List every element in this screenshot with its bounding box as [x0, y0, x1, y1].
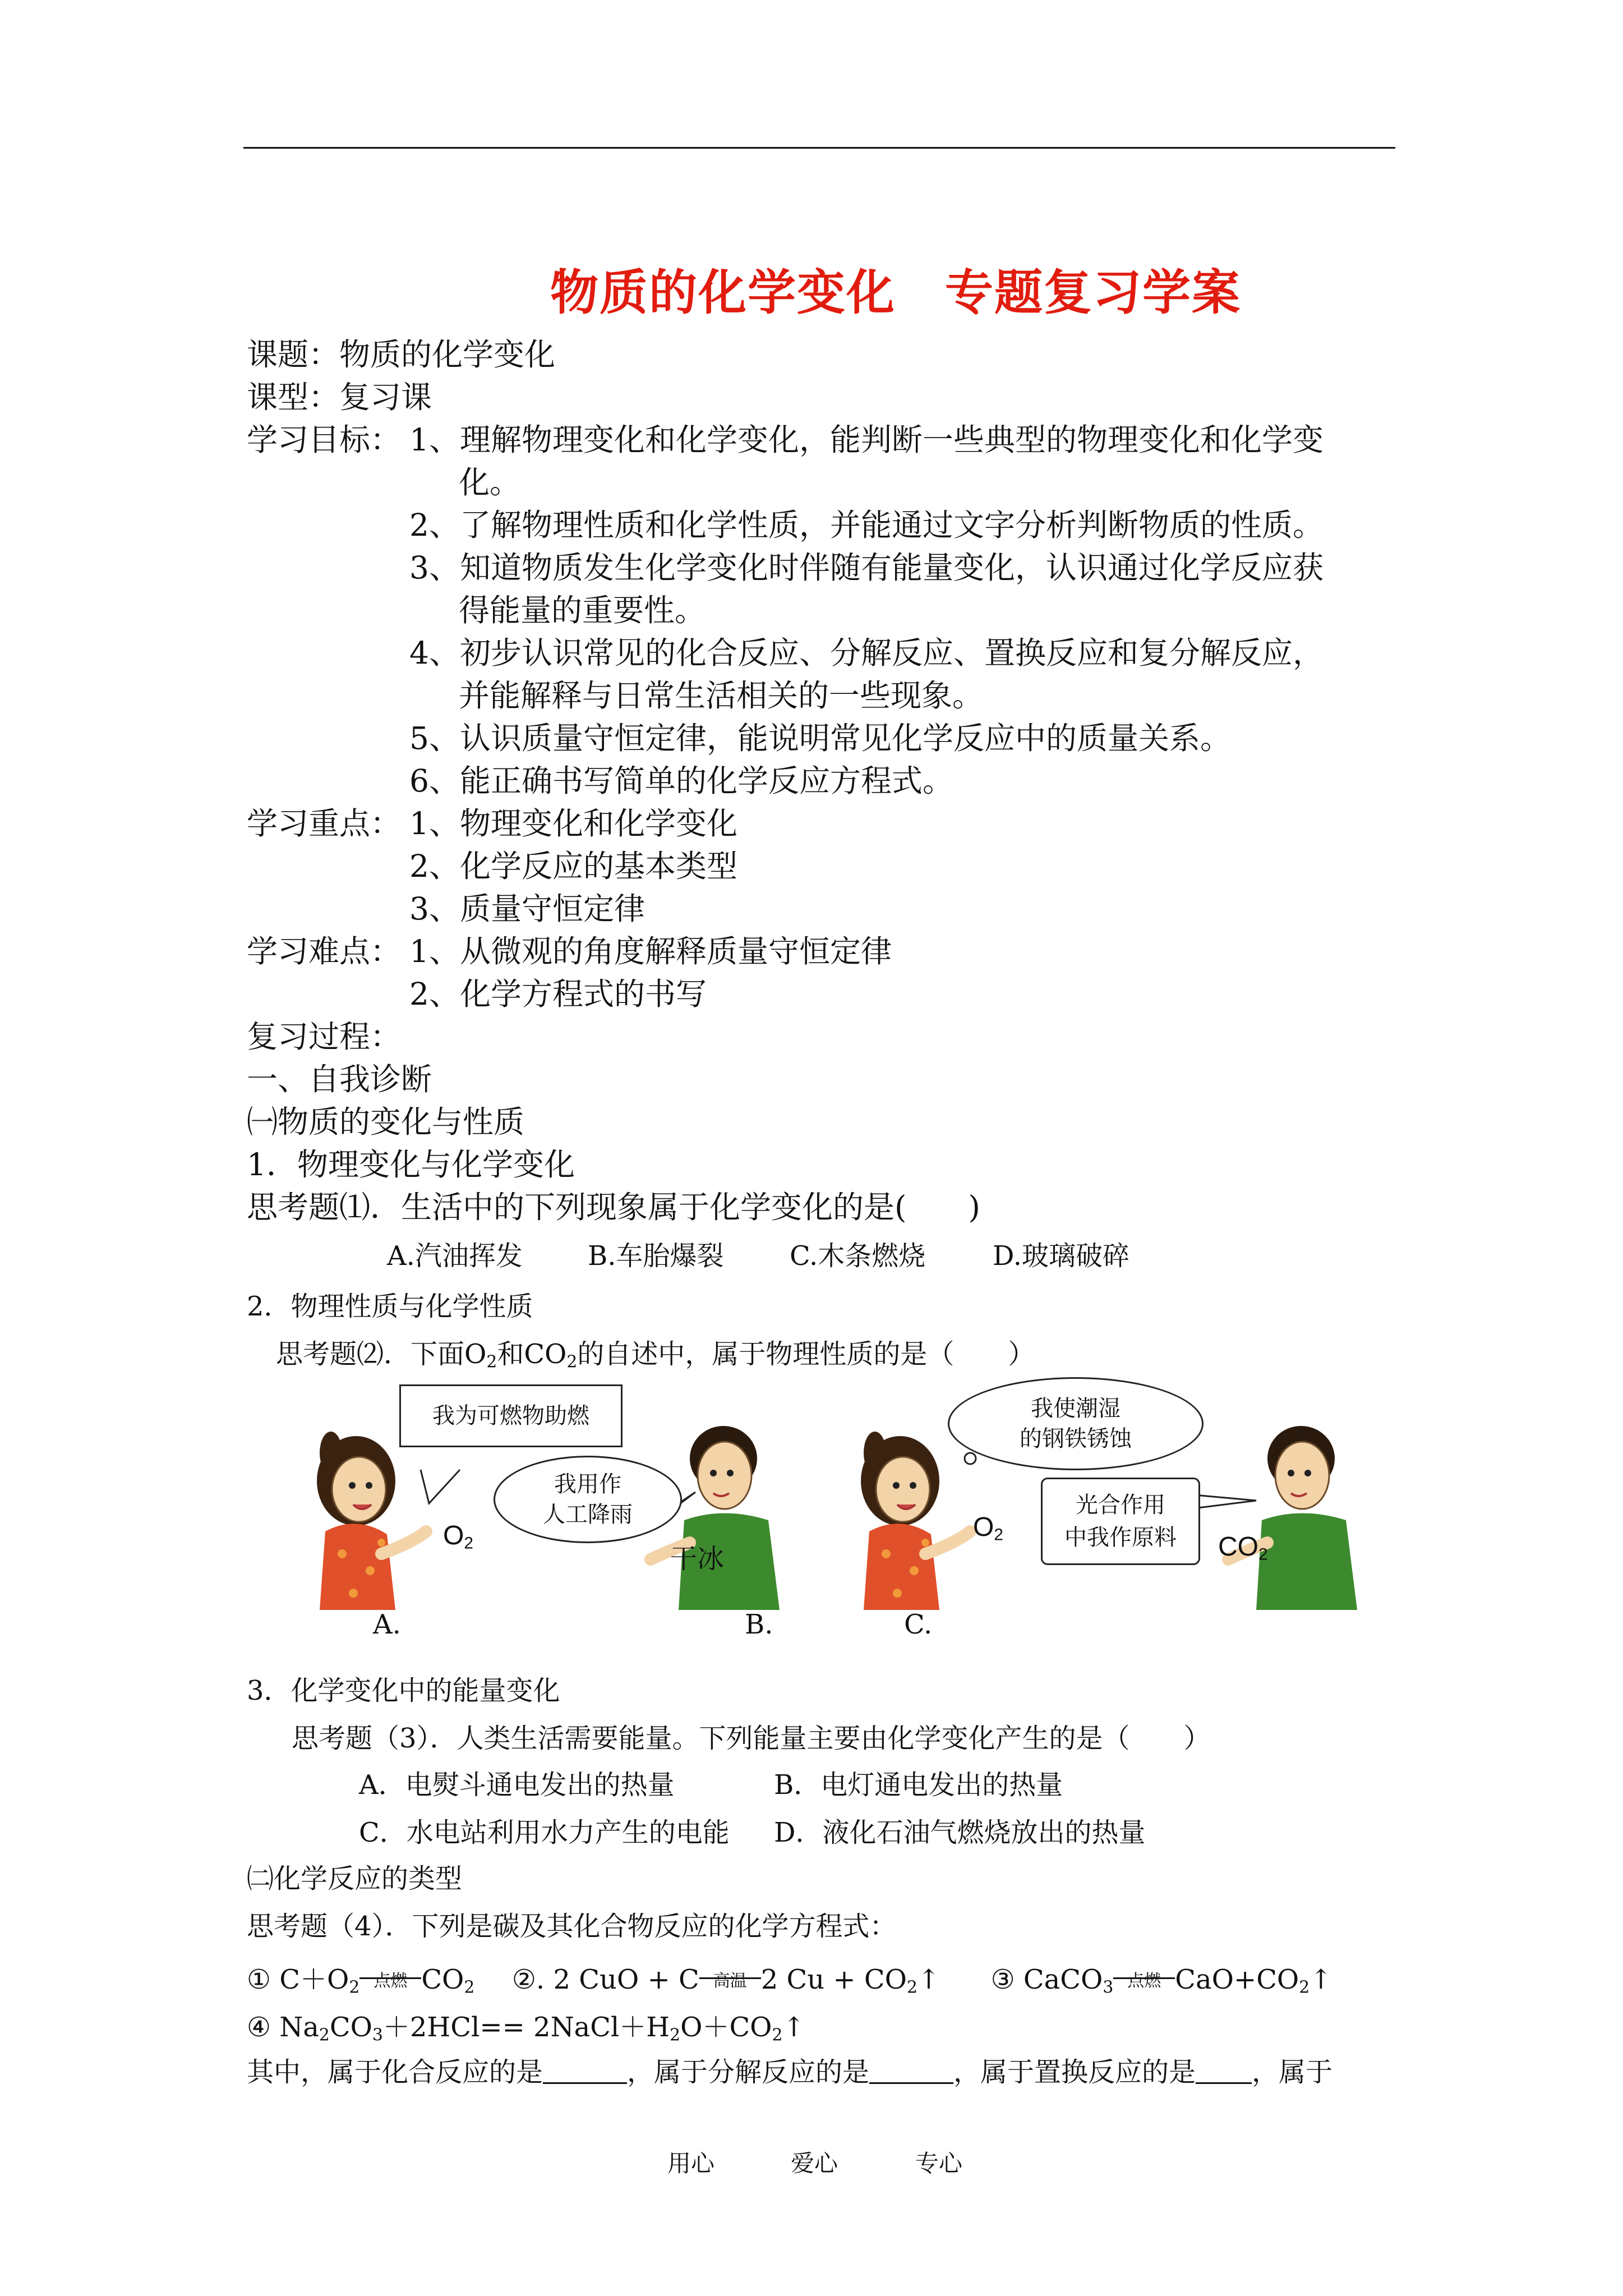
question-4: 思考题（4）．下列是碳及其化合物反应的化学方程式： [247, 1911, 897, 1942]
objective-3-cont: 得能量的重要性。 [459, 592, 706, 628]
girl-figure-c [861, 1432, 970, 1610]
section-self-diagnosis: 一、自我诊断 [247, 1061, 432, 1097]
label-co2-d: $CO_2$ [1218, 1532, 1268, 1564]
boy-figure-d [1228, 1426, 1357, 1610]
footer-text-1: 用心 [667, 2150, 715, 2177]
key-points-label: 学习重点： [247, 806, 402, 841]
question-1: 思考题⑴．生活中的下列现象属于化学变化的是( ) [247, 1189, 980, 1225]
page-title: 物质的化学变化 专题复习学案 [550, 264, 1241, 321]
difficulty-1: 1、从微观的角度解释质量守恒定律 [409, 933, 892, 969]
item-physical-chemical-change: 1．物理变化与化学变化 [247, 1147, 575, 1182]
item-physical-chemical-property: 2．物理性质与化学性质 [247, 1291, 533, 1322]
q1-option-b: B.车胎爆裂 [588, 1240, 724, 1272]
footer-text-3: 专心 [915, 2150, 963, 2177]
key-point-3: 3、质量守恒定律 [409, 891, 645, 927]
q3-option-b: B．电灯通电发出的热量 [774, 1769, 1063, 1801]
subsection-changes-properties: ㈠物质的变化与性质 [247, 1104, 525, 1140]
q1-option-a: A.汽油挥发 [387, 1240, 523, 1272]
footer-text-2: 爱心 [791, 2150, 838, 2177]
caption-c: C. [904, 1609, 933, 1640]
item-energy-change: 3．化学变化中的能量变化 [247, 1675, 560, 1706]
objective-2: 2、了解物理性质和化学性质，并能通过文字分析判断物质的性质。 [409, 507, 1324, 543]
process-heading: 复习过程： [247, 1019, 402, 1055]
q3-option-a: A．电熨斗通电发出的热量 [359, 1769, 675, 1801]
label-dry-ice: 干冰 [670, 1543, 725, 1575]
objective-1: 1、理解物理变化和化学变化，能判断一些典型的物理变化和化学变 [409, 422, 1324, 458]
fill-in-line: 其中，属于化合反应的是 ，属于分解反应的是 ，属于置换反应的是 ，属于 [247, 2056, 1333, 2088]
question-3: 思考题（3）．人类生活需要能量。下列能量主要由化学变化产生的是（ ） [292, 1723, 1211, 1754]
subsection-reaction-types: ㈡化学反应的类型 [247, 1863, 463, 1894]
lesson-type-line: 课型：复习课 [247, 379, 432, 415]
q1-option-c: C.木条燃烧 [790, 1240, 926, 1272]
bubble-d: 光合作用 中我作原料 [1041, 1478, 1200, 1565]
blank-combination[interactable] [543, 2058, 627, 2084]
key-point-2: 2、化学反应的基本类型 [409, 848, 737, 884]
objective-5: 5、认识质量守恒定律，能说明常见化学反应中的质量关系。 [409, 720, 1231, 756]
equations-line-1 [247, 1958, 1332, 1997]
blank-decomposition[interactable] [869, 2058, 953, 2084]
label-o2-a: $O_2$ [443, 1521, 473, 1553]
header-rule [243, 147, 1395, 149]
objective-1-cont: 化。 [459, 464, 521, 500]
bubble-c: 我使潮湿 的钢铁锈蚀 [948, 1377, 1204, 1470]
difficulties-label: 学习难点： [247, 933, 402, 969]
objective-6: 6、能正确书写简单的化学反应方程式。 [409, 763, 953, 799]
equation-1: ① $C+O_2$ 点燃 $CO_2$ [247, 1964, 475, 1998]
equation-3: ③ CaCO$_3$ 点燃 $CaO+CO_2↑$ [990, 1964, 1332, 1998]
bubble-a: 我为可燃物助燃 [399, 1384, 623, 1447]
objective-3: 3、知道物质发生化学变化时伴随有能量变化，认识通过化学反应获 [409, 550, 1324, 586]
girl-figure-a [317, 1432, 426, 1610]
objective-4: 4、初步认识常见的化合反应、分解反应、置换反应和复分解反应， [409, 635, 1324, 671]
question-2: 思考题⑵．下面$O_2$和$CO_2$的自述中，属于物理性质的是（ ） [276, 1338, 1035, 1372]
q1-option-d: D.玻璃破碎 [993, 1240, 1130, 1272]
q3-option-d: D．液化石油气燃烧放出的热量 [774, 1817, 1146, 1848]
equation-4: ④ $Na_2CO_3+2HCl==$ $2NaCl+H_2O+CO_2↑$ [247, 2012, 805, 2045]
objective-4-cont: 并能解释与日常生活相关的一些现象。 [459, 678, 984, 714]
caption-b: B. [745, 1609, 773, 1640]
difficulty-2: 2、化学方程式的书写 [409, 976, 707, 1012]
objectives-label: 学习目标： [247, 422, 402, 458]
topic-line: 课题：物质的化学变化 [247, 337, 556, 372]
q3-option-c: C．水电站利用水力产生的电能 [359, 1817, 730, 1848]
bubble-b: 我用作 人工降雨 [494, 1456, 682, 1543]
equation-2: ②. 2 CuO + C 高温 2 $Cu + CO_2↑$ [511, 1964, 940, 1998]
key-point-1: 1、物理变化和化学变化 [409, 806, 737, 841]
caption-a: A. [373, 1609, 401, 1640]
blank-displacement[interactable] [1196, 2058, 1252, 2084]
label-o2-c: $O_2$ [973, 1512, 1003, 1544]
